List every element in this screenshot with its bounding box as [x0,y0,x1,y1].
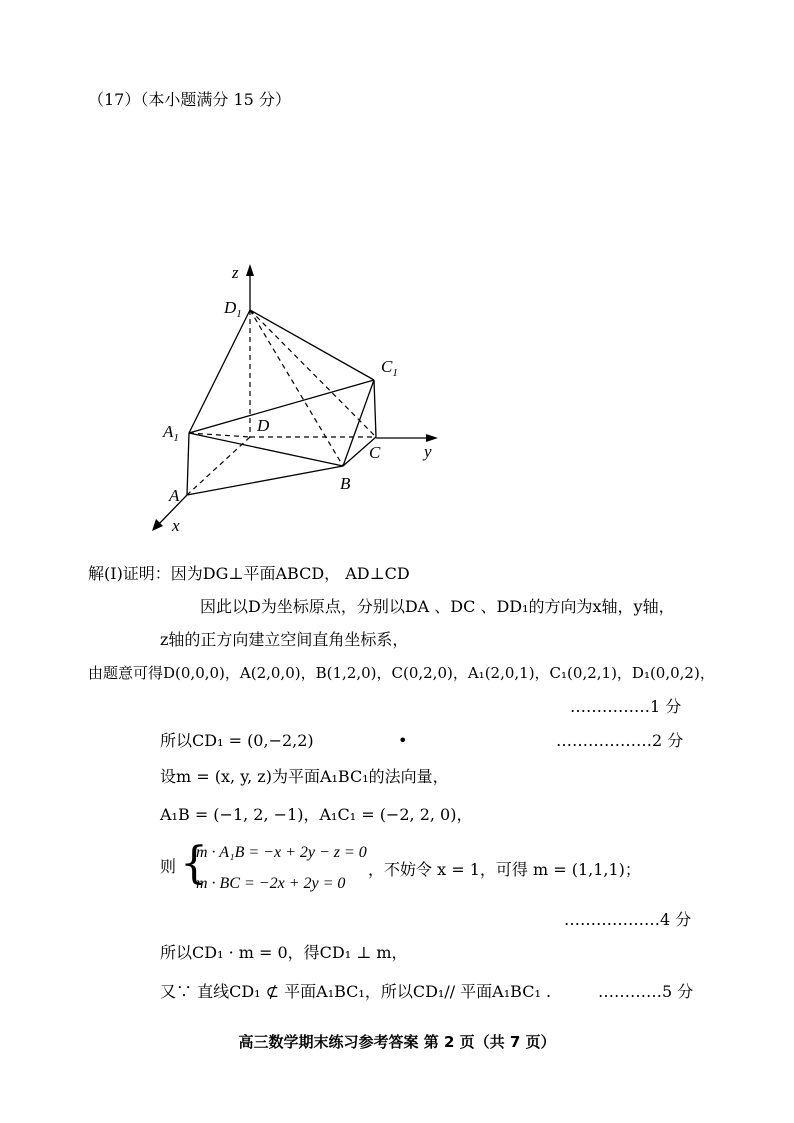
edge-D-A [187,437,250,495]
decorative-dot: • [398,731,408,750]
label-A1: $A_1$ [163,422,179,444]
score-4: …………5 分 [598,982,694,1001]
label-C1: $C_1$ [381,357,398,379]
equation-1: m · A₁B = −x + 2y − z = 0 [196,844,367,861]
label-C: C [369,443,381,462]
edge-D1-C1 [250,310,374,380]
score-2: ………………2 分 [556,731,684,750]
label-D: D [257,416,270,435]
edge-A1-A [187,433,189,495]
edge-A1-B [189,433,343,466]
z-axis-arrow [246,264,254,276]
label-A: A [169,486,180,505]
label-y: y [424,442,432,461]
solution-line-6: 设m = (x, y, z)为平面A₁BC₁的法向量， [160,767,449,786]
label-D1: $D_1$ [224,298,242,320]
solution-line-2: 因此以D为坐标原点，分别以DA 、DC 、DD₁的方向为x轴，y轴， [200,597,675,616]
question-title: （17）（本小题满分 15 分） [88,90,291,109]
solution-line-1: 解(Ⅰ)证明：因为DG⊥平面ABCD， AD⊥CD [88,564,410,583]
solution-line-9: 所以CD₁ · m = 0，得CD₁ ⊥ m， [160,943,408,962]
label-B: B [340,474,351,493]
score-1: ……………1 分 [570,697,682,716]
solution-line-10: 又∵ 直线CD₁ ⊄ 平面A₁BC₁，所以CD₁// 平面A₁BC₁ . [160,982,552,1001]
page-footer: 高三数学期末练习参考答案 第 2 页（共 7 页） [238,1033,556,1051]
solution-line-8-prefix: 则 [160,857,177,876]
solution-line-8-suffix: ，不妨令 x = 1，可得 m = (1,1,1)； [368,860,641,879]
solution-line-5: 所以CD₁ = (0,−2,2) [160,731,314,750]
solution-line-4: 由题意可得D(0,0,0)，A(2,0,0)，B(1,2,0)，C(0,2,0)，A₁(2,0,1)，C₁(0,2,1)，D₁(0,0,2)， [88,664,715,682]
label-x: x [172,516,180,535]
score-3: ………………4 分 [564,910,692,929]
edge-D1-A1 [189,310,250,433]
y-axis-arrow [426,434,438,442]
label-z: z [232,263,239,282]
equation-2: m · BC = −2x + 2y = 0 [196,875,346,892]
geometry-figure [0,0,794,560]
system-brace: { [180,838,208,889]
edge-A-B [187,466,343,495]
edge-D1-B [250,310,343,466]
solution-line-7: A₁B = (−1, 2, −1)，A₁C₁ = (−2, 2, 0)， [160,805,473,824]
solution-line-3: z轴的正方向建立空间直角坐标系， [160,630,409,649]
edge-C1-C [374,380,376,437]
